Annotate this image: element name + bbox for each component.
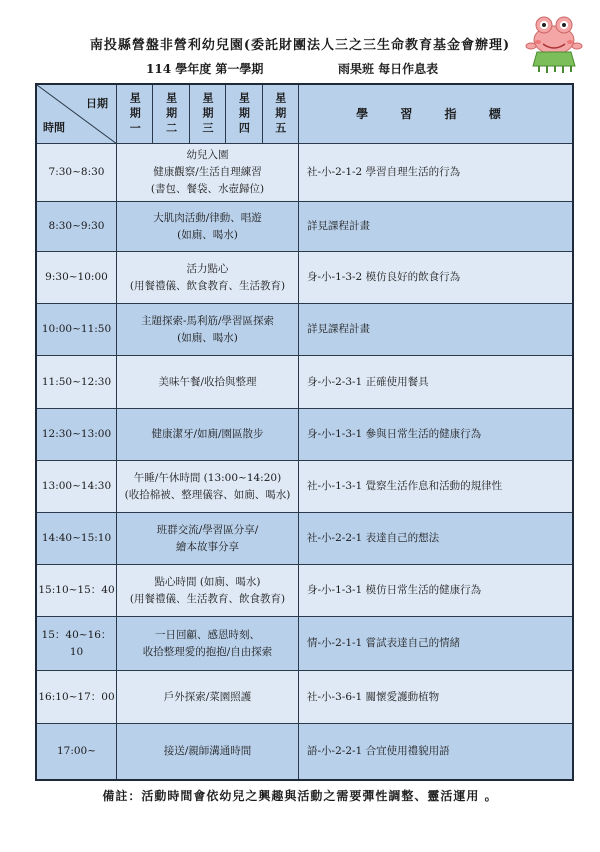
header-day-label: 日期	[86, 97, 108, 110]
class-schedule-label: 雨果班 每日作息表	[338, 62, 439, 76]
goal-cell: 身-小-1-3-1 參與日常生活的健康行為	[307, 428, 482, 440]
time-cell: 7:30~8:30	[37, 144, 117, 201]
activity-line: 活力點心	[186, 262, 229, 275]
time-cell: 15：40~16：10	[37, 617, 117, 670]
time-cell: 12:30~13:00	[37, 409, 117, 460]
time-cell: 10:00~11:50	[37, 304, 117, 355]
activity-line: (書包、餐袋、水壺歸位)	[150, 183, 265, 195]
activity-line: 一日回顧、感恩時刻、	[155, 628, 260, 641]
activity-line: 主題探索-馬利筋/學習區探索	[140, 314, 275, 327]
header-goal-label: 學 習 指 標	[356, 106, 515, 121]
goal-cell: 身-小-1-3-2 模仿良好的飲食行為	[307, 271, 461, 283]
activity-line: 點心時間 (如廁、喝水)	[154, 575, 261, 588]
goal-cell: 社-小-3-6-1 關懷愛護動植物	[307, 690, 440, 703]
time-cell: 9:30~10:00	[37, 252, 117, 303]
table-row	[37, 724, 572, 779]
activity-cell	[117, 724, 299, 779]
table-row	[37, 565, 572, 617]
activity-cell	[117, 409, 299, 460]
term-label: 114 學年度 第一學期	[146, 62, 264, 76]
frog-mascot-icon	[525, 12, 583, 74]
time-cell: 8:30~9:30	[37, 202, 117, 251]
goal-cell: 社-小-1-3-1 覺察生活作息和活動的規律性	[307, 480, 503, 492]
activity-cell	[117, 202, 299, 251]
goal-cell: 身-小-1-3-1 模仿日常生活的健康行為	[307, 584, 482, 596]
activity-cell	[117, 671, 299, 723]
goal-cell: 語-小-2-2-1 合宜使用禮貌用語	[307, 745, 450, 757]
activity-line: 幼兒入園	[186, 149, 229, 161]
activity-line: 接送/親師溝通時間	[163, 745, 252, 757]
activity-line: 繪本故事分享	[176, 540, 239, 553]
table-row	[37, 252, 572, 304]
header-weekday: 星期三	[190, 85, 226, 143]
activity-line: (用餐禮儀、飲食教育、生活教育)	[129, 279, 286, 292]
activity-cell	[117, 144, 299, 201]
goal-cell: 情-小-2-1-1 嘗試表達自己的情緒	[307, 637, 461, 649]
goal-cell: 詳見課程計畫	[307, 323, 370, 335]
table-row	[37, 304, 572, 356]
activity-line: 收拾整理愛的抱抱/自由探索	[142, 645, 273, 658]
activity-line: 班群交流/學習區分享/	[156, 523, 259, 536]
activity-cell	[117, 252, 299, 303]
header-weekday: 星期一	[117, 85, 153, 143]
table-row	[37, 356, 572, 409]
activity-cell	[117, 461, 299, 512]
time-cell: 15:10~15：40	[37, 565, 117, 616]
activity-line: 健康觀察/生活自理練習	[153, 166, 262, 178]
header-weekday: 星期二	[153, 85, 189, 143]
header-weekday: 星期五	[263, 85, 299, 143]
activity-cell	[117, 565, 299, 616]
goal-cell: 社-小-2-1-2 學習自理生活的行為	[307, 166, 461, 178]
activity-line: 大肌肉活動/律動、唱遊	[153, 211, 262, 224]
activity-line: 健康潔牙/如廁/園區散步	[151, 428, 264, 440]
goal-cell: 社-小-2-2-1 表達自己的想法	[307, 532, 440, 544]
table-row	[37, 144, 572, 202]
time-cell: 17:00~	[37, 724, 117, 779]
header-corner-cell	[37, 85, 117, 143]
table-row	[37, 513, 572, 565]
time-cell: 14:40~15:10	[37, 513, 117, 564]
table-row	[37, 409, 572, 461]
time-cell: 16:10~17：00	[37, 671, 117, 723]
footnote: 備註：活動時間會依幼兒之興趣與活動之需要彈性調整、靈活運用 。	[102, 789, 498, 803]
table-header-row	[37, 85, 572, 144]
header-weekday: 星期四	[226, 85, 262, 143]
activity-line: (收拾棉被、整理儀容、如廁、喝水)	[124, 488, 291, 501]
activity-line: 戶外探索/菜園照護	[163, 690, 252, 703]
goal-cell: 身-小-2-3-1 正確使用餐具	[307, 375, 429, 388]
time-cell: 13:00~14:30	[37, 461, 117, 512]
activity-cell	[117, 513, 299, 564]
table-row	[37, 671, 572, 724]
header-time-label: 時間	[43, 121, 65, 134]
table-row	[37, 617, 572, 671]
table-row	[37, 461, 572, 513]
table-row	[37, 202, 572, 252]
schedule-table	[35, 83, 574, 781]
activity-cell	[117, 356, 299, 408]
goal-cell: 詳見課程計畫	[307, 220, 370, 232]
page-title: 南投縣營盤非營利幼兒園(委託財團法人三之三生命教育基金會辦理)	[89, 38, 511, 53]
activity-line: (如廁、喝水)	[177, 331, 238, 344]
activity-cell	[117, 617, 299, 670]
activity-cell	[117, 304, 299, 355]
activity-line: (用餐禮儀、生活教育、飲食教育)	[129, 592, 286, 605]
activity-line: 美味午餐/收拾與整理	[158, 375, 257, 388]
time-cell: 11:50~12:30	[37, 356, 117, 408]
activity-line: (如廁、喝水)	[177, 228, 238, 241]
activity-line: 午睡/午休時間 (13:00~14:20)	[133, 471, 282, 484]
